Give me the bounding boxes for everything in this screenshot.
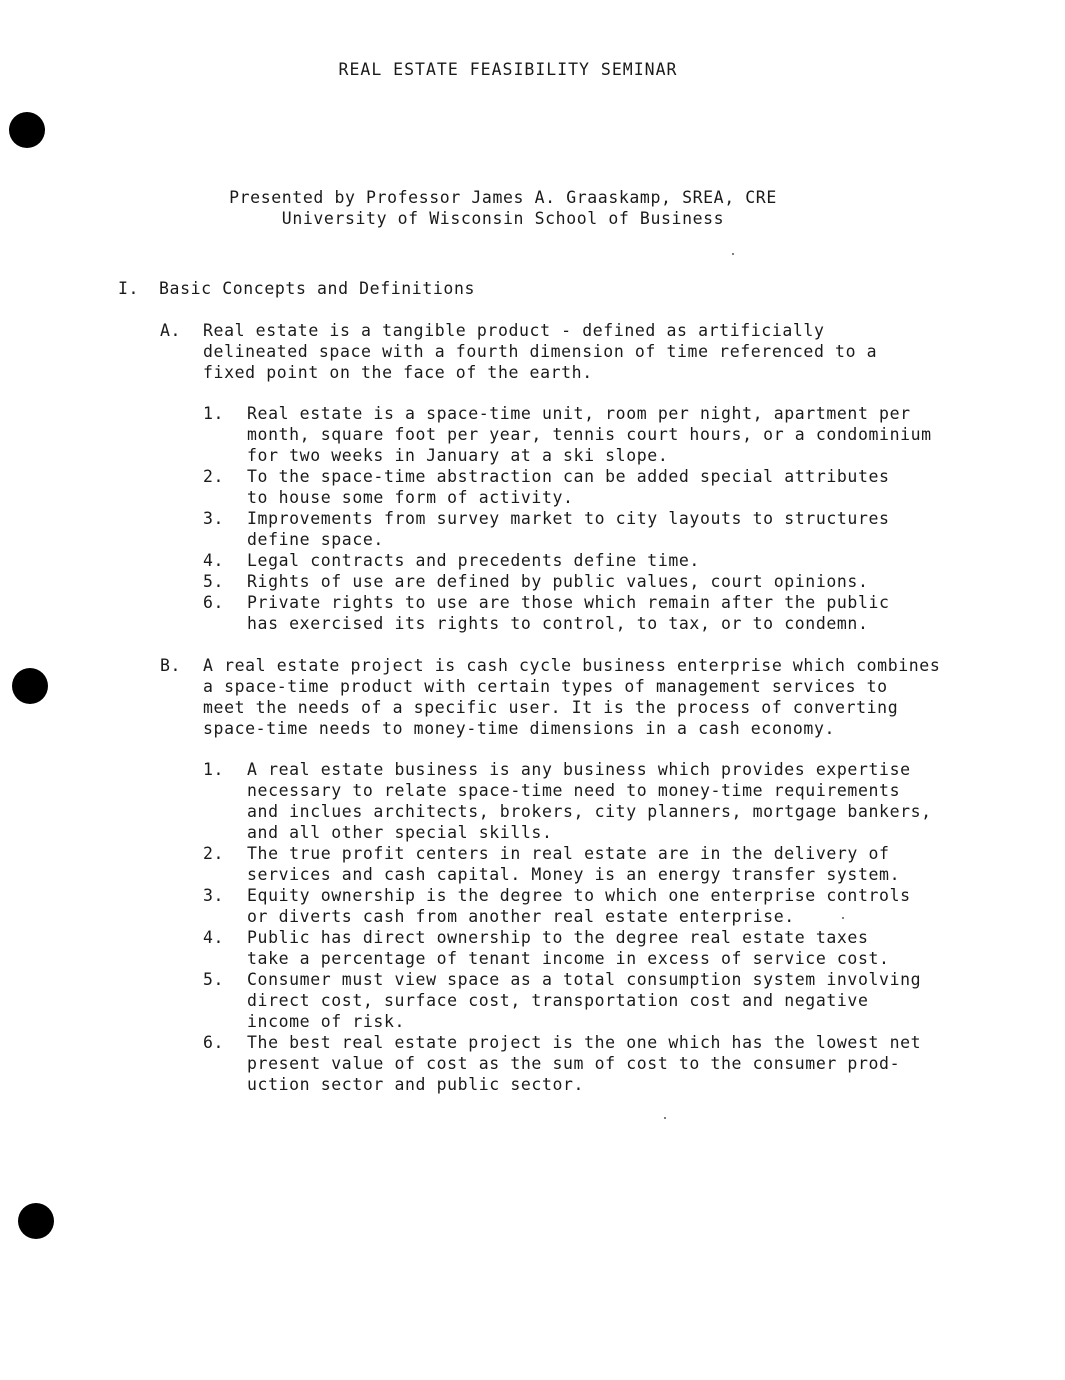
list-item-text: The best real estate project is the one which has the lowest net present value of cost as the sum of cost to the consumer prod- uction sector and public sector.: [247, 1033, 922, 1094]
part-b-text: A real estate project is cash cycle business enterprise which combines a space-time product with certain types of management services to meet the needs of a specific user. It is the process of converting space-time needs to money-time dimensions in a cash economy.: [203, 656, 941, 738]
list-item: [203, 843, 963, 885]
list-item-number: 2.: [203, 844, 225, 863]
list-item: [203, 969, 963, 1032]
list-item-number: 2.: [203, 467, 225, 486]
affiliation-line: University of Wisconsin School of Business: [281, 209, 725, 228]
list-item-text: A real estate business is any business which provides expertise necessary to relate space-time need to money-time requirements and inclues architects, brokers, city planners, mortgage bankers, and all other special skills.: [247, 760, 932, 842]
binder-hole-top: [9, 112, 45, 148]
part-b-list: [203, 759, 963, 1095]
list-item-text: Consumer must view space as a total consumption system involving direct cost, surface cost, transportation cost and negative income of risk.: [247, 970, 922, 1031]
list-item-number: 3.: [203, 509, 225, 528]
byline: [0, 187, 1006, 229]
part-b-label: B.: [160, 656, 182, 675]
list-item-text: Legal contracts and precedents define time.: [247, 551, 700, 570]
list-item: [203, 508, 963, 550]
part-a-paragraph: [160, 320, 920, 383]
list-item-text: Rights of use are defined by public values, court opinions.: [247, 572, 869, 591]
list-item: [203, 550, 963, 571]
list-item-number: 5.: [203, 970, 225, 989]
list-item: [203, 592, 963, 634]
list-item: [203, 885, 963, 927]
list-item-number: 1.: [203, 760, 225, 779]
list-item: [203, 759, 963, 843]
list-item: [203, 927, 963, 969]
list-item: [203, 466, 963, 508]
part-b-paragraph: [160, 655, 960, 739]
list-item-number: 3.: [203, 886, 225, 905]
section-number: I.: [118, 279, 140, 298]
list-item-number: 4.: [203, 551, 225, 570]
scan-speck: [664, 1117, 666, 1119]
part-a-list: [203, 403, 963, 634]
list-item-number: 4.: [203, 928, 225, 947]
list-item-text: Equity ownership is the degree to which one enterprise controls or diverts cash from another real estate enterprise.: [247, 886, 911, 926]
list-item-text: Public has direct ownership to the degree real estate taxes take a percentage of tenant income in excess of service cost.: [247, 928, 890, 968]
list-item-text: Real estate is a space-time unit, room per night, apartment per month, square foot per year, tennis court hours, or a condominium for two weeks in January at a ski slope.: [247, 404, 932, 465]
list-item: [203, 403, 963, 466]
list-item-number: 6.: [203, 593, 225, 612]
presenter-line: Presented by Professor James A. Graaskamp, SREA, CRE: [229, 188, 777, 207]
list-item: [203, 1032, 963, 1095]
section-title: Basic Concepts and Definitions: [159, 279, 476, 298]
list-item-number: 1.: [203, 404, 225, 423]
list-item-text: Private rights to use are those which remain after the public has exercised its rights to control, to tax, or to condemn.: [247, 593, 890, 633]
list-item-number: 5.: [203, 572, 225, 591]
part-a-label: A.: [160, 321, 182, 340]
list-item-text: Improvements from survey market to city layouts to structures define space.: [247, 509, 890, 549]
binder-hole-middle: [12, 668, 48, 704]
section-heading: [118, 279, 475, 298]
list-item-text: To the space-time abstraction can be added special attributes to house some form of activity.: [247, 467, 890, 507]
list-item: [203, 571, 963, 592]
document-title: REAL ESTATE FEASIBILITY SEMINAR: [338, 60, 678, 79]
list-item-number: 6.: [203, 1033, 225, 1052]
list-item-text: The true profit centers in real estate are in the delivery of services and cash capital. Money is an energy transfer system.: [247, 844, 901, 884]
binder-hole-bottom: [18, 1203, 54, 1239]
part-a-text: Real estate is a tangible product - defined as artificially delineated space with a fourth dimension of time referenced to a fixed point on the face of the earth.: [203, 321, 878, 382]
scan-speck: [732, 253, 734, 255]
